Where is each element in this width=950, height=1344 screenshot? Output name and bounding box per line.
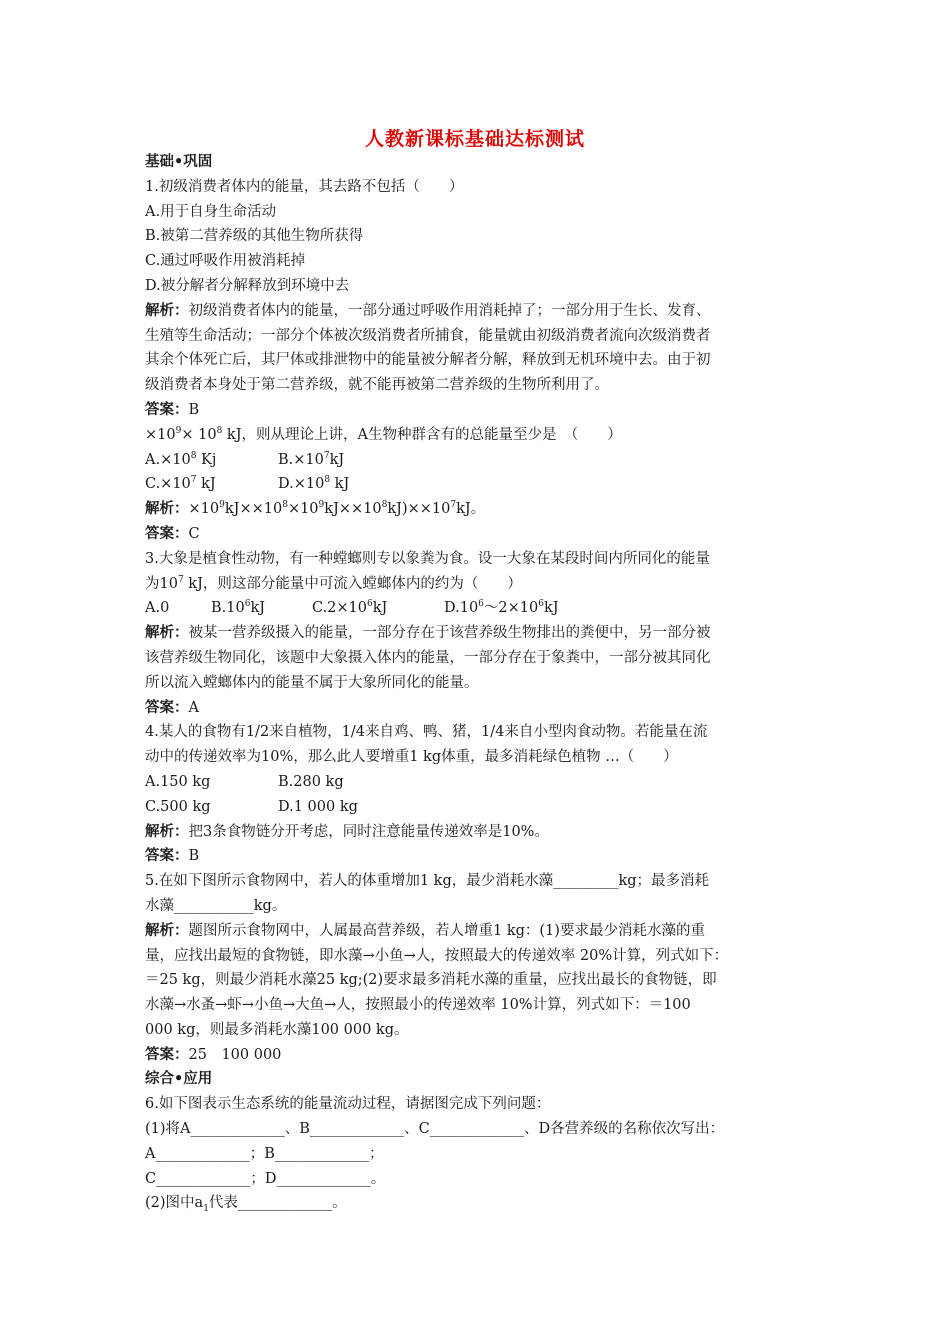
question-3-analysis-line-2: 该营养级生物同化，该题中大象摄入体内的能量，一部分存在于象粪中，一部分被其同化 (145, 649, 711, 666)
question-2-options-row-1 (145, 448, 813, 473)
question-5-stem-line-2: 水藻___________kg。 (145, 897, 287, 914)
page-title: 人教新课标基础达标测试 (364, 128, 585, 150)
question-5-analysis-line-4: 水藻→水蚤→虾→小鱼→大鱼→人，按照最小的传递效率 10%计算，列式如下：＝100 (145, 997, 691, 1014)
question-2-answer: 答案：C (145, 524, 200, 542)
question-6-blanks-cd: C_____________；D_____________。 (145, 1170, 386, 1187)
question-1-analysis-line-4: 级消费者本身处于第二营养级，就不能再被第二营养级的生物所利用了。 (145, 377, 609, 394)
question-4-analysis: 解析：把3条食物链分开考虑，同时注意能量传递效率是10%。 (145, 822, 549, 840)
question-2-option-c: $C.\times 10^7$ kJ (145, 475, 216, 493)
question-1-option-c: C.通过呼吸作用被消耗掉 (145, 253, 306, 270)
question-2-option-d: $D.\times 10^8$ kJ (278, 475, 350, 493)
question-1-option-d: D.被分解者分解释放到环境中去 (145, 277, 350, 294)
question-5-analysis-line-1: 解析：题图所示食物网中，人属最高营养级，若人增重1 kg：(1)要求最少消耗水藻的重 (145, 921, 705, 939)
question-1-answer: 答案：B (145, 400, 200, 418)
question-4-options-row-2 (145, 795, 813, 820)
question-3-stem-line-1: 3.大象是植食性动物，有一种螳螂则专以象粪为食。设一大象在某段时间内所同化的能量 (145, 550, 710, 567)
question-3-option-c: $C.2\times 10^6kJ$ (312, 599, 388, 617)
question-5-answer: 答案：25 100 000 (145, 1045, 282, 1063)
question-2-option-a: $A.\times 10^8$ Kj (145, 450, 217, 468)
question-6-blanks-ab: A_____________；B_____________； (145, 1145, 384, 1162)
question-3-analysis-line-1: 解析：被某一营养级摄入的能量，一部分存在于该营养级生物排出的粪便中，另一部分被 (145, 624, 711, 642)
question-1-analysis-line-2: 生殖等生命活动；一部分个体被次级消费者所捕食，能量就由初级消费者流向次级消费者 (145, 327, 711, 344)
question-3-answer: 答案：A (145, 698, 199, 716)
question-6-part-2: (2)图中$a_1$代表_____________。 (145, 1195, 347, 1215)
question-1-analysis-line-1: 解析：初级消费者体内的能量，一部分通过呼吸作用消耗掉了；一部分用于生长、发育、 (145, 301, 711, 319)
question-2-analysis: 解析：$\times 10^9kJ\times\times 10^8\times 10^9kJ\times\times 10^8kJ)\times\times 10^7kJ$。 (145, 500, 486, 518)
question-6-stem: 6.如下图表示生态系统的能量流动过程，请据图完成下列问题： (145, 1096, 551, 1113)
section-heading-applied: 综合•应用 (145, 1070, 213, 1088)
question-3-option-a: A.0 (145, 600, 170, 617)
question-5-analysis-line-2: 量，应找出最短的食物链，即水藻→小鱼→人，按照最大的传递效率 20%计算，列式如下： (145, 947, 729, 964)
question-3-option-d: $D.10^6\sim 2\times 10^6kJ$ (444, 599, 559, 617)
question-5-analysis-line-3: ＝25 kg，则最少消耗水藻25 kg;(2)要求最多消耗水藻的重量，应找出最长的食物链，即 (145, 972, 717, 989)
question-3-stem-line-2: 为$10^7$ kJ，则这部分能量中可流入螳螂体内的约为（ ） (145, 574, 522, 592)
question-4-option-a: A.150 kg (145, 773, 211, 790)
question-4-option-c: C.500 kg (145, 798, 211, 815)
question-1-option-a: A.用于自身生命活动 (145, 203, 277, 220)
question-2-options-row-2 (145, 472, 813, 497)
question-2-option-b: $B.\times 10^7kJ$ (278, 450, 345, 468)
question-3-options (145, 596, 813, 621)
question-1-option-b: B.被第二营养级的其他生物所获得 (145, 228, 364, 245)
question-3-analysis-line-3: 所以流入螳螂体内的能量不属于大象所同化的能量。 (145, 674, 479, 691)
question-4-option-d: D.1 000 kg (278, 798, 358, 815)
question-1-analysis-line-3: 其余个体死亡后，其尸体或排泄物中的能量被分解者分解，释放到无机环境中去。由于初 (145, 352, 711, 369)
question-4-option-b: B.280 kg (278, 773, 344, 790)
question-6-part-1: (1)将A_____________、B_____________、C_____________、D各营养级的名称依次写出： (145, 1121, 725, 1138)
question-4-stem-line-1: 4.某人的食物有1/2来自植物，1/4来自鸡、鸭、猪，1/4来自小型肉食动物。若能量在流 (145, 724, 708, 741)
question-5-stem-line-1: 5.在如下图所示食物网中，若人的体重增加1 kg，最少消耗水藻_________kg；最多消耗 (145, 873, 710, 890)
document-body (145, 150, 813, 1216)
question-4-options-row-1 (145, 770, 813, 795)
question-1-stem: 1.初级消费者体内的能量，其去路不包括（ ） (145, 178, 464, 195)
section-heading-basic: 基础•巩固 (145, 153, 213, 170)
question-3-option-b: $B.10^6kJ$ (211, 599, 266, 617)
question-5-analysis-line-5: 000 kg，则最多消耗水藻100 000 kg。 (145, 1021, 409, 1038)
question-4-answer: 答案：B (145, 847, 200, 865)
question-2-stem: $\times 10^9\times 10^8$ kJ，则从理论上讲，A生物种群含有的总能量至少是 （ ） (145, 425, 622, 443)
analysis-label: 解析： (145, 301, 189, 319)
question-4-stem-line-2: 动中的传递效率为10%，那么此人要增重1 kg体重，最多消耗绿色植物 …（ ） (145, 749, 678, 766)
